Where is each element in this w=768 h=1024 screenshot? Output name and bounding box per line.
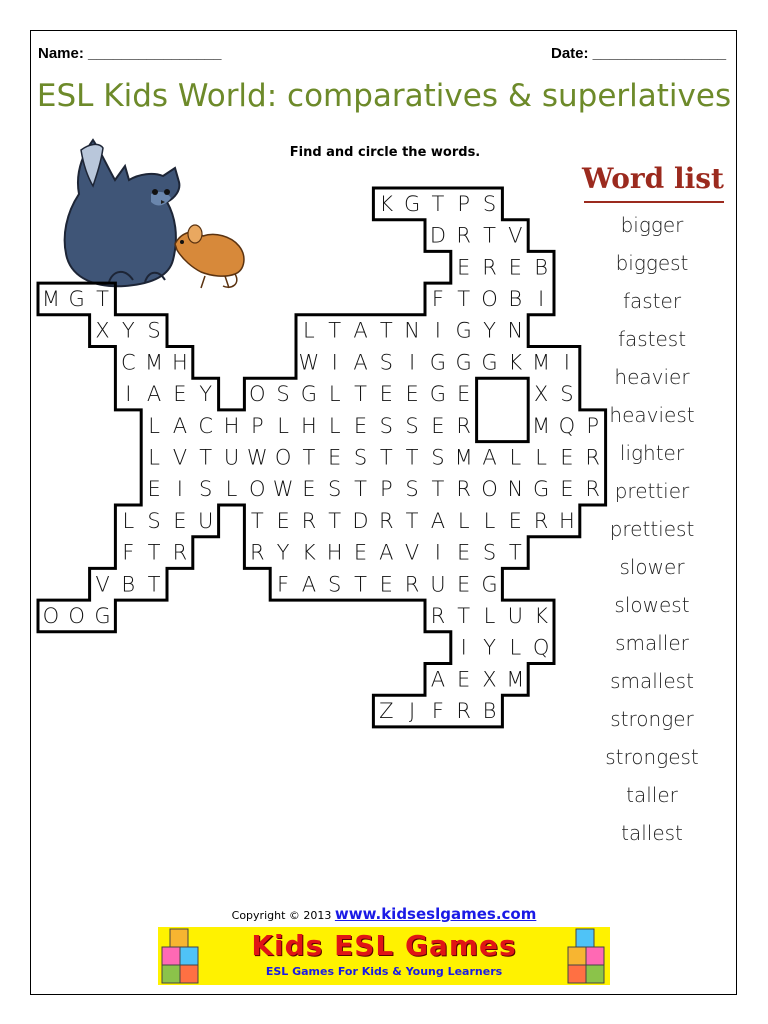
grid-letter[interactable]: R (250, 540, 265, 565)
grid-letter[interactable]: G (300, 382, 318, 407)
grid-letter[interactable]: E (457, 572, 471, 597)
grid-letter[interactable]: T (199, 445, 213, 470)
grid-letter[interactable]: A (430, 667, 446, 692)
grid-letter[interactable]: N (404, 318, 420, 343)
grid-letter[interactable]: I (434, 540, 442, 565)
grid-letter[interactable]: E (560, 477, 574, 502)
grid-letter[interactable]: A (430, 508, 446, 533)
grid-letter[interactable]: R (456, 699, 471, 724)
grid-letter[interactable]: L (277, 413, 289, 438)
grid-letter[interactable]: B (482, 699, 497, 724)
grid-letter[interactable]: A (482, 445, 497, 470)
grid-letter[interactable]: E (276, 508, 290, 533)
word-list-item: bigger (620, 213, 684, 237)
grid-letter[interactable]: O (481, 287, 498, 311)
grid-letter[interactable]: L (483, 508, 496, 533)
grid-letter[interactable]: L (509, 635, 522, 660)
grid-letter[interactable]: S (353, 445, 368, 470)
grid-letter[interactable]: M (506, 667, 525, 692)
grid-letter[interactable]: E (457, 382, 471, 407)
grid-letter[interactable]: A (353, 318, 368, 343)
word-list-item: smallest (610, 669, 694, 693)
grid-letter[interactable]: T (457, 287, 471, 311)
grid-letter[interactable]: U (507, 603, 523, 628)
grid-letter[interactable]: H (559, 508, 575, 533)
grid-letter[interactable]: O (42, 603, 60, 628)
grid-letter[interactable]: P (250, 413, 264, 438)
grid-letter[interactable]: S (328, 477, 342, 502)
grid-letter[interactable]: T (405, 445, 419, 470)
grid-letter[interactable]: E (457, 255, 471, 280)
grid-letter[interactable]: W (246, 445, 268, 470)
grid-letter[interactable]: L (509, 445, 522, 470)
grid-letter[interactable]: H (301, 413, 317, 438)
word-list-underline (584, 201, 724, 203)
grid-letter[interactable]: C (198, 413, 214, 438)
word-list-item: slowest (614, 593, 690, 617)
grid-letter[interactable]: T (457, 603, 471, 628)
word-list-item: prettiest (609, 517, 695, 541)
grid-letter[interactable]: Y (199, 382, 213, 407)
grid-letter[interactable]: M (145, 350, 164, 375)
grid-letter[interactable]: I (434, 318, 442, 343)
grid-letter[interactable]: T (328, 318, 342, 343)
grid-letter[interactable]: F (277, 572, 290, 597)
grid-letter[interactable]: G (403, 191, 421, 216)
grid-letter[interactable]: Y (483, 635, 496, 660)
grid-letter[interactable]: K (534, 603, 548, 628)
grid-letter[interactable]: M (532, 413, 551, 438)
word-list-item: heaviest (609, 403, 695, 427)
grid-letter[interactable]: S (482, 540, 497, 565)
grid-letter[interactable]: E (379, 572, 393, 597)
grid-letter[interactable]: T (96, 287, 109, 311)
grid-letter[interactable]: J (408, 699, 416, 724)
grid-letter[interactable]: E (405, 382, 419, 407)
grid-letter[interactable]: I (125, 382, 132, 407)
grid-letter[interactable]: Z (379, 699, 394, 724)
word-list-item: taller (626, 783, 678, 807)
copyright-line (0, 905, 768, 923)
grid-letter[interactable]: V (172, 445, 188, 470)
grid-letter[interactable]: E (147, 477, 161, 502)
grid-letter[interactable]: S (328, 572, 342, 597)
grid-letter[interactable]: O (274, 445, 292, 470)
grid-letter[interactable]: S (276, 382, 290, 407)
grid-letter[interactable]: I (331, 350, 338, 375)
grid-letter[interactable]: G (68, 287, 85, 311)
grid-letter[interactable]: S (147, 318, 161, 343)
grid-letter[interactable]: B (508, 287, 523, 311)
grid-letter[interactable]: H (223, 413, 240, 438)
word-list-item: tallest (621, 821, 683, 845)
grid-letter[interactable]: K (508, 350, 523, 375)
word-list-item: strongest (605, 745, 699, 769)
copyright-text: Copyright © 2013 (231, 909, 332, 922)
grid-letter[interactable]: T (354, 477, 367, 502)
grid-letter[interactable]: T (354, 572, 367, 597)
grid-letter[interactable]: E (379, 382, 393, 407)
grid-letter[interactable]: E (508, 255, 522, 280)
grid-letter[interactable]: R (379, 508, 394, 533)
grid-letter[interactable]: L (483, 603, 496, 628)
grid-letter[interactable]: O (249, 382, 266, 407)
grid-letter[interactable]: S (560, 382, 574, 407)
grid-letter[interactable]: G (429, 350, 447, 375)
grid-letter[interactable]: X (95, 318, 110, 343)
grid-letter[interactable]: B (534, 255, 548, 280)
grid-letter[interactable]: U (430, 572, 446, 597)
grid-letter[interactable]: T (147, 572, 161, 597)
grid-letter[interactable]: E (173, 382, 187, 407)
grid-letter[interactable]: T (147, 540, 161, 565)
grid-letter[interactable]: L (303, 318, 315, 343)
grid-letter[interactable]: N (507, 477, 524, 502)
grid-letter[interactable]: R (456, 223, 471, 248)
grid-letter[interactable]: T (508, 540, 522, 565)
instructions: Find and circle the words. (289, 145, 481, 160)
grid-letter[interactable]: T (431, 191, 445, 216)
word-list-item: smaller (615, 631, 689, 655)
grid-letter[interactable]: M (532, 350, 551, 375)
grid-letter[interactable]: L (328, 413, 341, 438)
grid-letter[interactable]: E (457, 667, 471, 692)
grid-letter[interactable]: F (431, 287, 444, 311)
grid-letter[interactable]: A (379, 540, 394, 565)
page-title: ESL Kids World: comparatives & superlatives (36, 78, 732, 114)
grid-letter[interactable]: T (250, 508, 264, 533)
grid-letter[interactable]: G (481, 572, 498, 597)
grid-letter[interactable]: G (532, 477, 550, 502)
grid-letter[interactable]: I (408, 350, 416, 375)
grid-letter[interactable]: W (298, 350, 320, 375)
banner-title: Kids ESL Games (251, 929, 517, 962)
grid-letter[interactable]: G (455, 350, 472, 375)
grid-letter[interactable]: S (482, 191, 497, 216)
grid-letter[interactable]: D (352, 508, 369, 533)
grid-letter[interactable]: E (353, 413, 368, 438)
grid-letter[interactable]: E (560, 445, 574, 470)
grid-letter[interactable]: R (404, 572, 420, 597)
grid-letter[interactable]: W (272, 477, 294, 502)
word-list-item: faster (622, 289, 682, 313)
grid-letter[interactable]: L (225, 477, 238, 502)
grid-letter[interactable]: H (172, 350, 188, 375)
grid-letter[interactable]: S (405, 413, 419, 438)
grid-letter[interactable]: G (94, 603, 111, 628)
grid-letter[interactable]: T (328, 508, 342, 533)
grid-letter[interactable]: G (481, 350, 498, 375)
grid-letter[interactable]: A (353, 350, 368, 375)
grid-letter[interactable]: E (508, 508, 522, 533)
grid-letter[interactable]: S (405, 477, 419, 502)
grid-letter[interactable]: Q (532, 635, 550, 660)
word-list-item: lighter (619, 441, 685, 465)
grid-letter[interactable]: R (430, 603, 446, 628)
grid-letter[interactable]: L (328, 382, 341, 407)
grid-letter[interactable]: P (379, 477, 393, 502)
grid-letter[interactable]: R (585, 445, 600, 470)
grid-letter[interactable]: I (460, 635, 467, 660)
grid-letter[interactable]: T (405, 508, 419, 533)
grid-letter[interactable]: E (173, 508, 187, 533)
grid-letter[interactable]: H (326, 540, 343, 565)
grid-letter[interactable]: R (482, 255, 497, 280)
kids-esl-games-banner (158, 927, 610, 985)
grid-letter[interactable]: O (481, 477, 498, 502)
grid-letter[interactable]: I (537, 287, 545, 311)
grid-letter[interactable]: I (563, 350, 571, 375)
grid-letter[interactable]: Y (276, 540, 290, 565)
grid-letter[interactable]: R (456, 413, 471, 438)
grid-letter[interactable]: L (122, 508, 135, 533)
grid-letter[interactable]: L (535, 445, 547, 470)
grid-letter[interactable]: M (454, 445, 473, 470)
banner-subtitle: ESL Games For Kids & Young Learners (265, 965, 503, 978)
grid-letter[interactable]: G (429, 382, 447, 407)
grid-letter[interactable]: F (431, 699, 444, 724)
grid-letter[interactable]: R (301, 508, 317, 533)
website-link[interactable]: www.kidseslgames.com (334, 905, 537, 923)
grid-letter[interactable]: K (302, 540, 316, 565)
grid-letter[interactable]: V (508, 223, 523, 248)
grid-letter[interactable]: F (122, 540, 135, 565)
grid-letter[interactable]: R (172, 540, 188, 565)
grid-letter[interactable]: T (354, 382, 367, 407)
grid-letter[interactable]: P (457, 191, 471, 216)
grid-letter[interactable]: X (533, 382, 549, 407)
grid-letter[interactable]: Y (483, 318, 496, 343)
grid-letter[interactable]: U (198, 508, 214, 533)
grid-letter[interactable]: S (379, 413, 393, 438)
grid-letter[interactable]: R (585, 477, 600, 502)
word-list-item: fastest (617, 327, 687, 351)
word-list-item: stronger (610, 707, 694, 731)
grid-letter[interactable]: S (431, 445, 445, 470)
grid-letter[interactable]: L (148, 413, 160, 438)
grid-letter[interactable]: B (121, 572, 136, 597)
word-list-item: heavier (614, 365, 690, 389)
grid-letter[interactable]: I (176, 477, 184, 502)
grid-letter[interactable]: X (482, 667, 497, 692)
grid-letter[interactable]: S (379, 350, 393, 375)
grid-letter[interactable]: T (379, 445, 393, 470)
word-list-item: biggest (615, 251, 689, 275)
grid-letter[interactable]: R (456, 477, 471, 502)
grid-letter[interactable]: T (483, 223, 496, 248)
grid-letter[interactable]: L (148, 445, 160, 470)
grid-letter[interactable]: G (455, 318, 472, 343)
grid-letter[interactable]: O (249, 477, 266, 502)
grid-letter[interactable]: E (457, 540, 471, 565)
grid-letter[interactable]: U (223, 445, 240, 470)
grid-letter[interactable]: E (302, 477, 316, 502)
date-field-label: Date: ________________ (551, 45, 727, 62)
toy-blocks-icon (564, 925, 606, 985)
name-field-label: Name: ________________ (38, 45, 222, 62)
grid-letter[interactable]: P (586, 413, 600, 438)
grid-letter[interactable]: A (172, 413, 188, 438)
word-list-item: prettier (614, 479, 690, 503)
grid-letter[interactable]: S (199, 477, 213, 502)
grid-letter[interactable]: E (431, 413, 445, 438)
grid-letter[interactable]: A (301, 572, 317, 597)
grid-letter[interactable]: T (302, 445, 316, 470)
grid-letter[interactable]: E (328, 445, 342, 470)
grid-letter[interactable]: Y (121, 318, 135, 343)
grid-letter[interactable]: R (533, 508, 549, 533)
grid-letter[interactable]: T (431, 477, 445, 502)
grid-letter[interactable]: S (147, 508, 161, 533)
grid-letter[interactable]: V (95, 572, 110, 597)
grid-letter[interactable]: V (404, 540, 420, 565)
grid-letter[interactable]: E (353, 540, 368, 565)
grid-letter[interactable]: M (41, 287, 60, 311)
grid-letter[interactable]: O (68, 603, 85, 628)
grid-letter[interactable]: L (457, 508, 470, 533)
grid-letter[interactable]: Q (558, 413, 576, 438)
grid-letter[interactable]: C (120, 350, 136, 375)
word-list (592, 210, 712, 856)
grid-letter[interactable]: K (379, 191, 394, 216)
word-list-title: Word list (582, 162, 724, 195)
word-list-item: slower (619, 555, 685, 579)
grid-letter[interactable]: D (429, 223, 446, 248)
grid-letter[interactable]: T (379, 318, 393, 343)
grid-letter[interactable]: N (507, 318, 524, 343)
grid-letter[interactable]: A (146, 382, 162, 407)
